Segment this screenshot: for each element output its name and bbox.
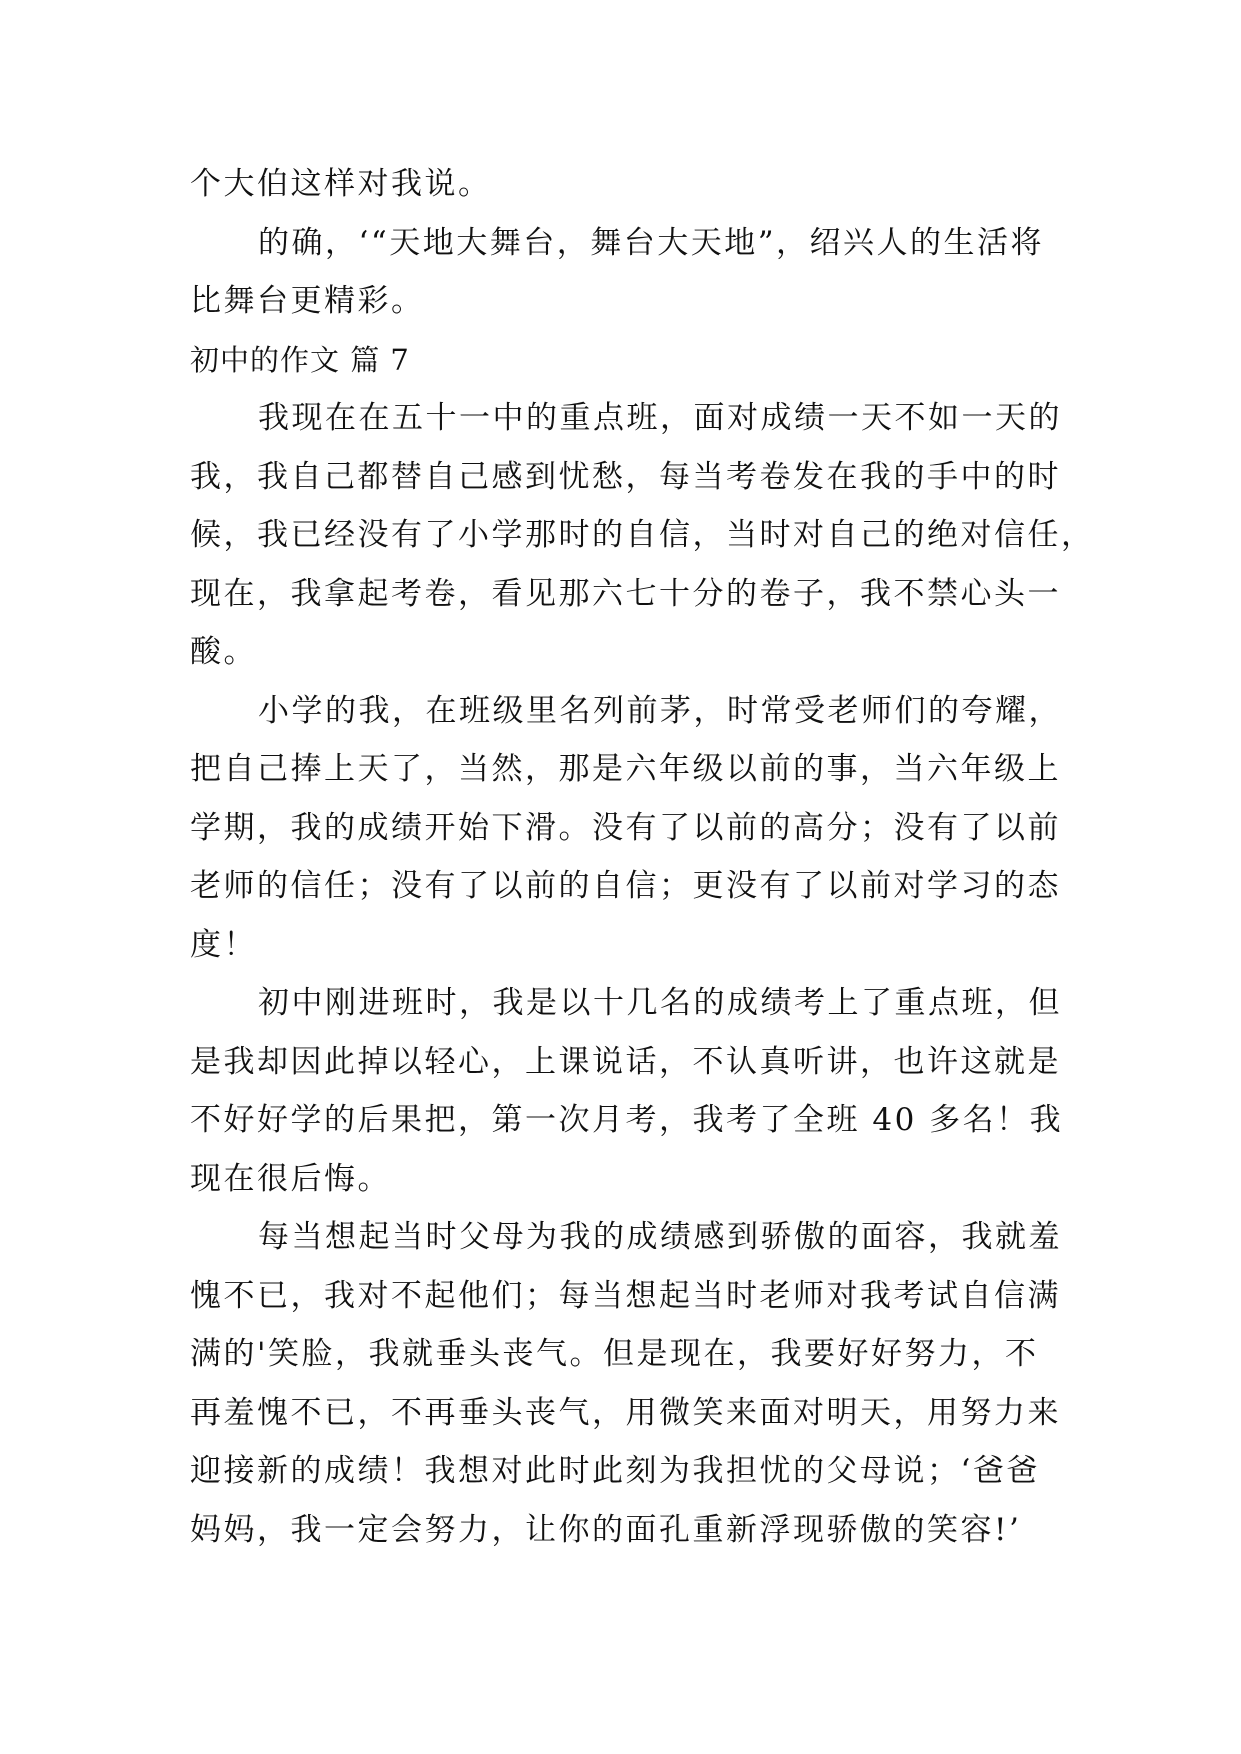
paragraph-line: 愧不已，我对不起他们；每当想起当时老师对我考试自信满 [190,1277,1061,1314]
paragraph-line: 初中刚进班时，我是以十几名的成绩考上了重点班，但 [258,985,1062,1021]
paragraph-line: 酸。 [190,634,257,670]
document-body [190,155,1095,1559]
paragraph-line: 满的'笑脸，我就垂头丧气。但是现在，我要好好努力，不 [190,1336,1039,1372]
paragraph-line: 现在很后悔。 [190,1160,391,1197]
paragraph-line: 再羞愧不已，不再垂头丧气，用微笑来面对明天，用努力来 [190,1394,1061,1431]
section-heading: 初中的作文 篇 7 [190,342,410,377]
paragraph [190,1208,1060,1559]
paragraph-line: 个大伯这样对我说。 [190,166,492,202]
paragraph [190,155,1060,214]
paragraph-line: 妈妈，我一定会努力，让你的面孔重新浮现骄傲的笑容!’ [190,1511,1022,1548]
paragraph-line: 是我却因此掉以轻心，上课说话，不认真听讲，也许这就是 [190,1043,1061,1080]
paragraph-line: 小学的我，在班级里名列前茅，时常受老师们的夸耀， [258,692,1062,729]
paragraph [190,389,1095,682]
paragraph-line: 老师的信任；没有了以前的自信；更没有了以前对学习的态 [190,868,1061,904]
paragraph-line: 我，我自己都替自己感到忧愁，每当考卷发在我的手中的时 [190,458,1061,495]
paragraph-line: 学期，我的成绩开始下滑。没有了以前的高分；没有了以前 [190,809,1061,846]
paragraph-line: 现在，我拿起考卷，看见那六七十分的卷子，我不禁心头一 [190,575,1061,612]
paragraph [190,214,1060,331]
paragraph-line: 把自己捧上天了，当然，那是六年级以前的事，当六年级上 [190,751,1061,787]
paragraph [190,974,1064,1208]
paragraph-line: 每当想起当时父母为我的成绩感到骄傲的面容，我就羞 [258,1219,1062,1255]
paragraph-line: 候，我已经没有了小学那时的自信，当时对自己的绝对信任， [190,517,1095,553]
paragraph-line: 我现在在五十一中的重点班，面对成绩一天不如一天的 [258,400,1062,436]
paragraph-line: 的确，‘“天地大舞台，舞台大天地”，绍兴人的生活将 [258,224,1045,261]
paragraph-line: 度！ [190,926,257,963]
paragraph-line: 比舞台更精彩。 [190,283,425,319]
paragraph-line: 迎接新的成绩！我想对此时此刻为我担忧的父母说；‘爸爸 [190,1453,1040,1489]
paragraph [190,682,1060,975]
paragraph-line: 不好好学的后果把，第一次月考，我考了全班 40 多名！我 [190,1102,1064,1138]
